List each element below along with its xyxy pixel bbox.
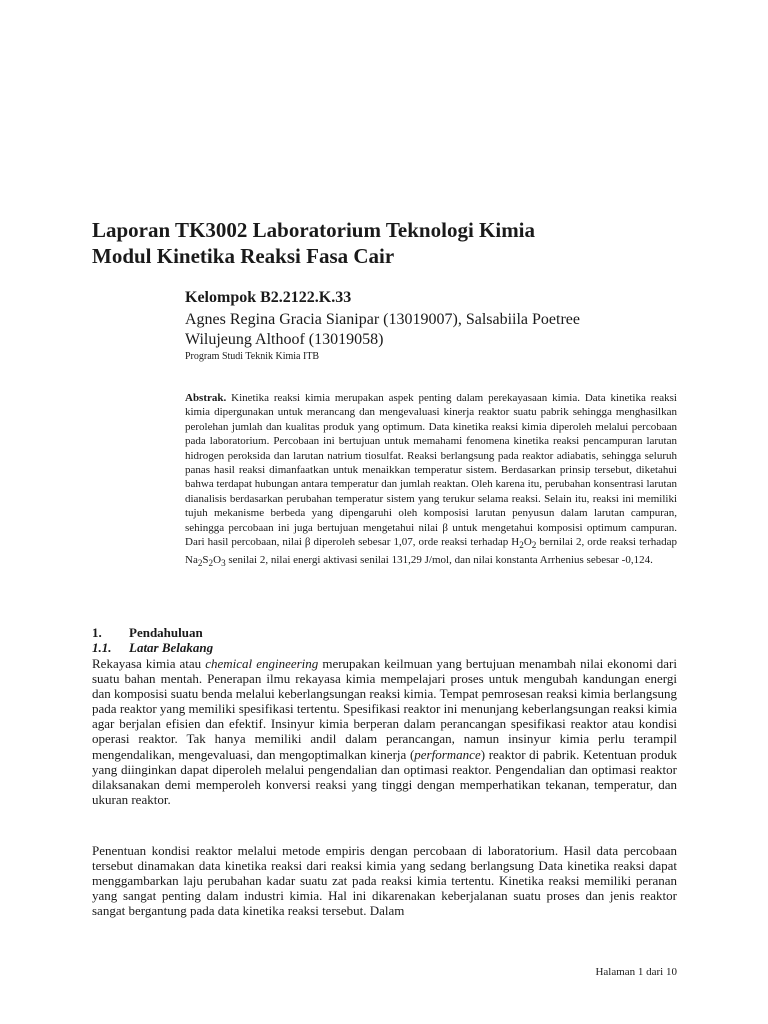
subsection-heading	[92, 640, 677, 656]
paragraph-text: merupakan keilmuan yang bertujuan menambah nilai ekonomi dari suatu bahan mentah. Penerapan ilmu rekayasa kimia mempelajari proses untuk mengubah kandungan energi dan komposisi suatu benda melalui keberlangsungan reaksi kimia. Tempat pemrosesan reaksi kimia berlangsung pada reaktor yang memiliki spesifikasi tertentu. Spesifikasi reaktor ini menunjang keberlangsungan reaksi kimia agar berjalan efisien dan efektif. Insinyur kimia berperan dalam perancangan spesifikasi reaktor atau kondisi operasi reaktor. Tak hanya memiliki andil dalam perancangan, namun insinyur kimia perlu terampil mengendalikan, mengevaluasi, dan mengoptimalkan kinerja (	[92, 656, 677, 762]
abstract-subscript: 2	[531, 540, 537, 551]
body-paragraph-1	[92, 656, 677, 807]
author-names-line-1: Agnes Regina Gracia Sianipar (13019007), Salsabiila Poetree	[185, 311, 580, 328]
abstract-subscript: 2	[197, 557, 203, 568]
abstract-text: O	[213, 553, 222, 566]
abstract-text: bernilai 2, orde reaksi terhadap Na	[185, 536, 677, 566]
abstract	[185, 391, 677, 570]
paragraph-text: ) reaktor di pabrik. Ketentuan produk yang diinginkan dapat diperoleh melalui pengendalian dan optimasi reaktor. Pengendalian dan optimasi reaktor dilaksanakan demi memperoleh konversi reaksi yang tinggi dengan memperhatikan tekanan, temperatur, dan ukuran reaktor.	[92, 746, 678, 807]
page-number: Halaman 1 dari 10	[595, 966, 677, 978]
document-title	[92, 217, 712, 269]
subsection-number: 1.1.	[92, 640, 112, 655]
paragraph-text: Rekayasa kimia atau	[92, 656, 206, 671]
abstract-text: S	[202, 553, 209, 566]
affiliation: Program Studi Teknik Kimia ITB	[185, 351, 320, 362]
paragraph-italic-term: chemical engineering	[205, 656, 319, 671]
abstract-subscript: 2	[208, 557, 214, 568]
section-title: Pendahuluan	[129, 625, 203, 640]
subsection-title: Latar Belakang	[129, 640, 214, 655]
author-names	[185, 310, 685, 350]
author-names-line-2: Wilujeung Althoof (13019058)	[185, 331, 384, 348]
title-line-2: Modul Kinetika Reaksi Fasa Cair	[92, 244, 395, 268]
section-heading	[92, 625, 677, 641]
abstract-subscript: 2	[519, 540, 524, 551]
abstract-subscript: 3	[221, 557, 226, 568]
abstract-text: senilai 2, nilai energi aktivasi senilai 131,29 J/mol, dan nilai konstanta Arrhenius sebesar -0,124.	[225, 553, 653, 566]
section-number: 1.	[92, 625, 102, 640]
abstract-text: Kinetika reaksi kimia merupakan aspek penting dalam perekayasaan kimia. Data kinetika reaksi kimia dipergunakan untuk merancang dan mengevaluasi kinerja reaktor suatu pabrik sehingga menghasilkan perolehan jumlah dan kualitas produk yang optimum. Data kinetika reaksi kimia diperoleh melalui percobaan pada laboratorium. Percobaan ini bertujuan untuk memahami fenomena kinetika reaksi pencampuran larutan hidrogen peroksida dan larutan natrium tiosulfat. Reaksi berlangsung pada reaktor adiabatis, sehingga seluruh panas hasil reaksi dimanfaatkan untuk menaikkan temperatur sistem. Berdasarkan prinsip tersebut, diketahui bahwa terdapat hubungan antara temperatur dan jumlah reaktan. Oleh karena itu, perubahan konsentrasi larutan dianalisis berdasarkan perubahan temperatur sistem yang terukur selama reaksi. Selain itu, reaksi ini memiliki tujuh mekanisme berbeda yang dipengaruhi oleh komposisi larutan penyusun dalam larutan campuran, sehingga percobaan ini juga bertujuan mengetahui nilai β untuk mengetahui komposisi optimum campuran. Dari hasil percobaan, nilai β diperoleh sebesar 1,07, orde reaksi terhadap H	[185, 392, 677, 549]
abstract-label: Abstrak.	[185, 392, 227, 404]
title-line-1: Laporan TK3002 Laboratorium Teknologi Kimia	[92, 218, 536, 242]
author-block	[185, 288, 685, 363]
body-paragraph-2: Penentuan kondisi reaktor melalui metode empiris dengan percobaan di laboratorium. Hasil data percobaan tersebut dinamakan data kinetika reaksi dari reaksi kimia yang sedang berlangsung Data kinetika reaksi dapat menggambarkan laju perubahan kadar suatu zat pada reaksi kimia tertentu. Kinetika reaksi memiliki peranan yang sangat penting dalam industri kimia. Hal ini dikarenakan keberjalanan suatu proses dan jenis reaktor sangat bergantung pada data kinetika reaksi tersebut. Dalam	[92, 843, 677, 919]
abstract-text: O	[523, 536, 532, 549]
group-id: Kelompok B2.2122.K.33	[185, 289, 352, 306]
paragraph-italic-term: performance	[414, 746, 481, 762]
